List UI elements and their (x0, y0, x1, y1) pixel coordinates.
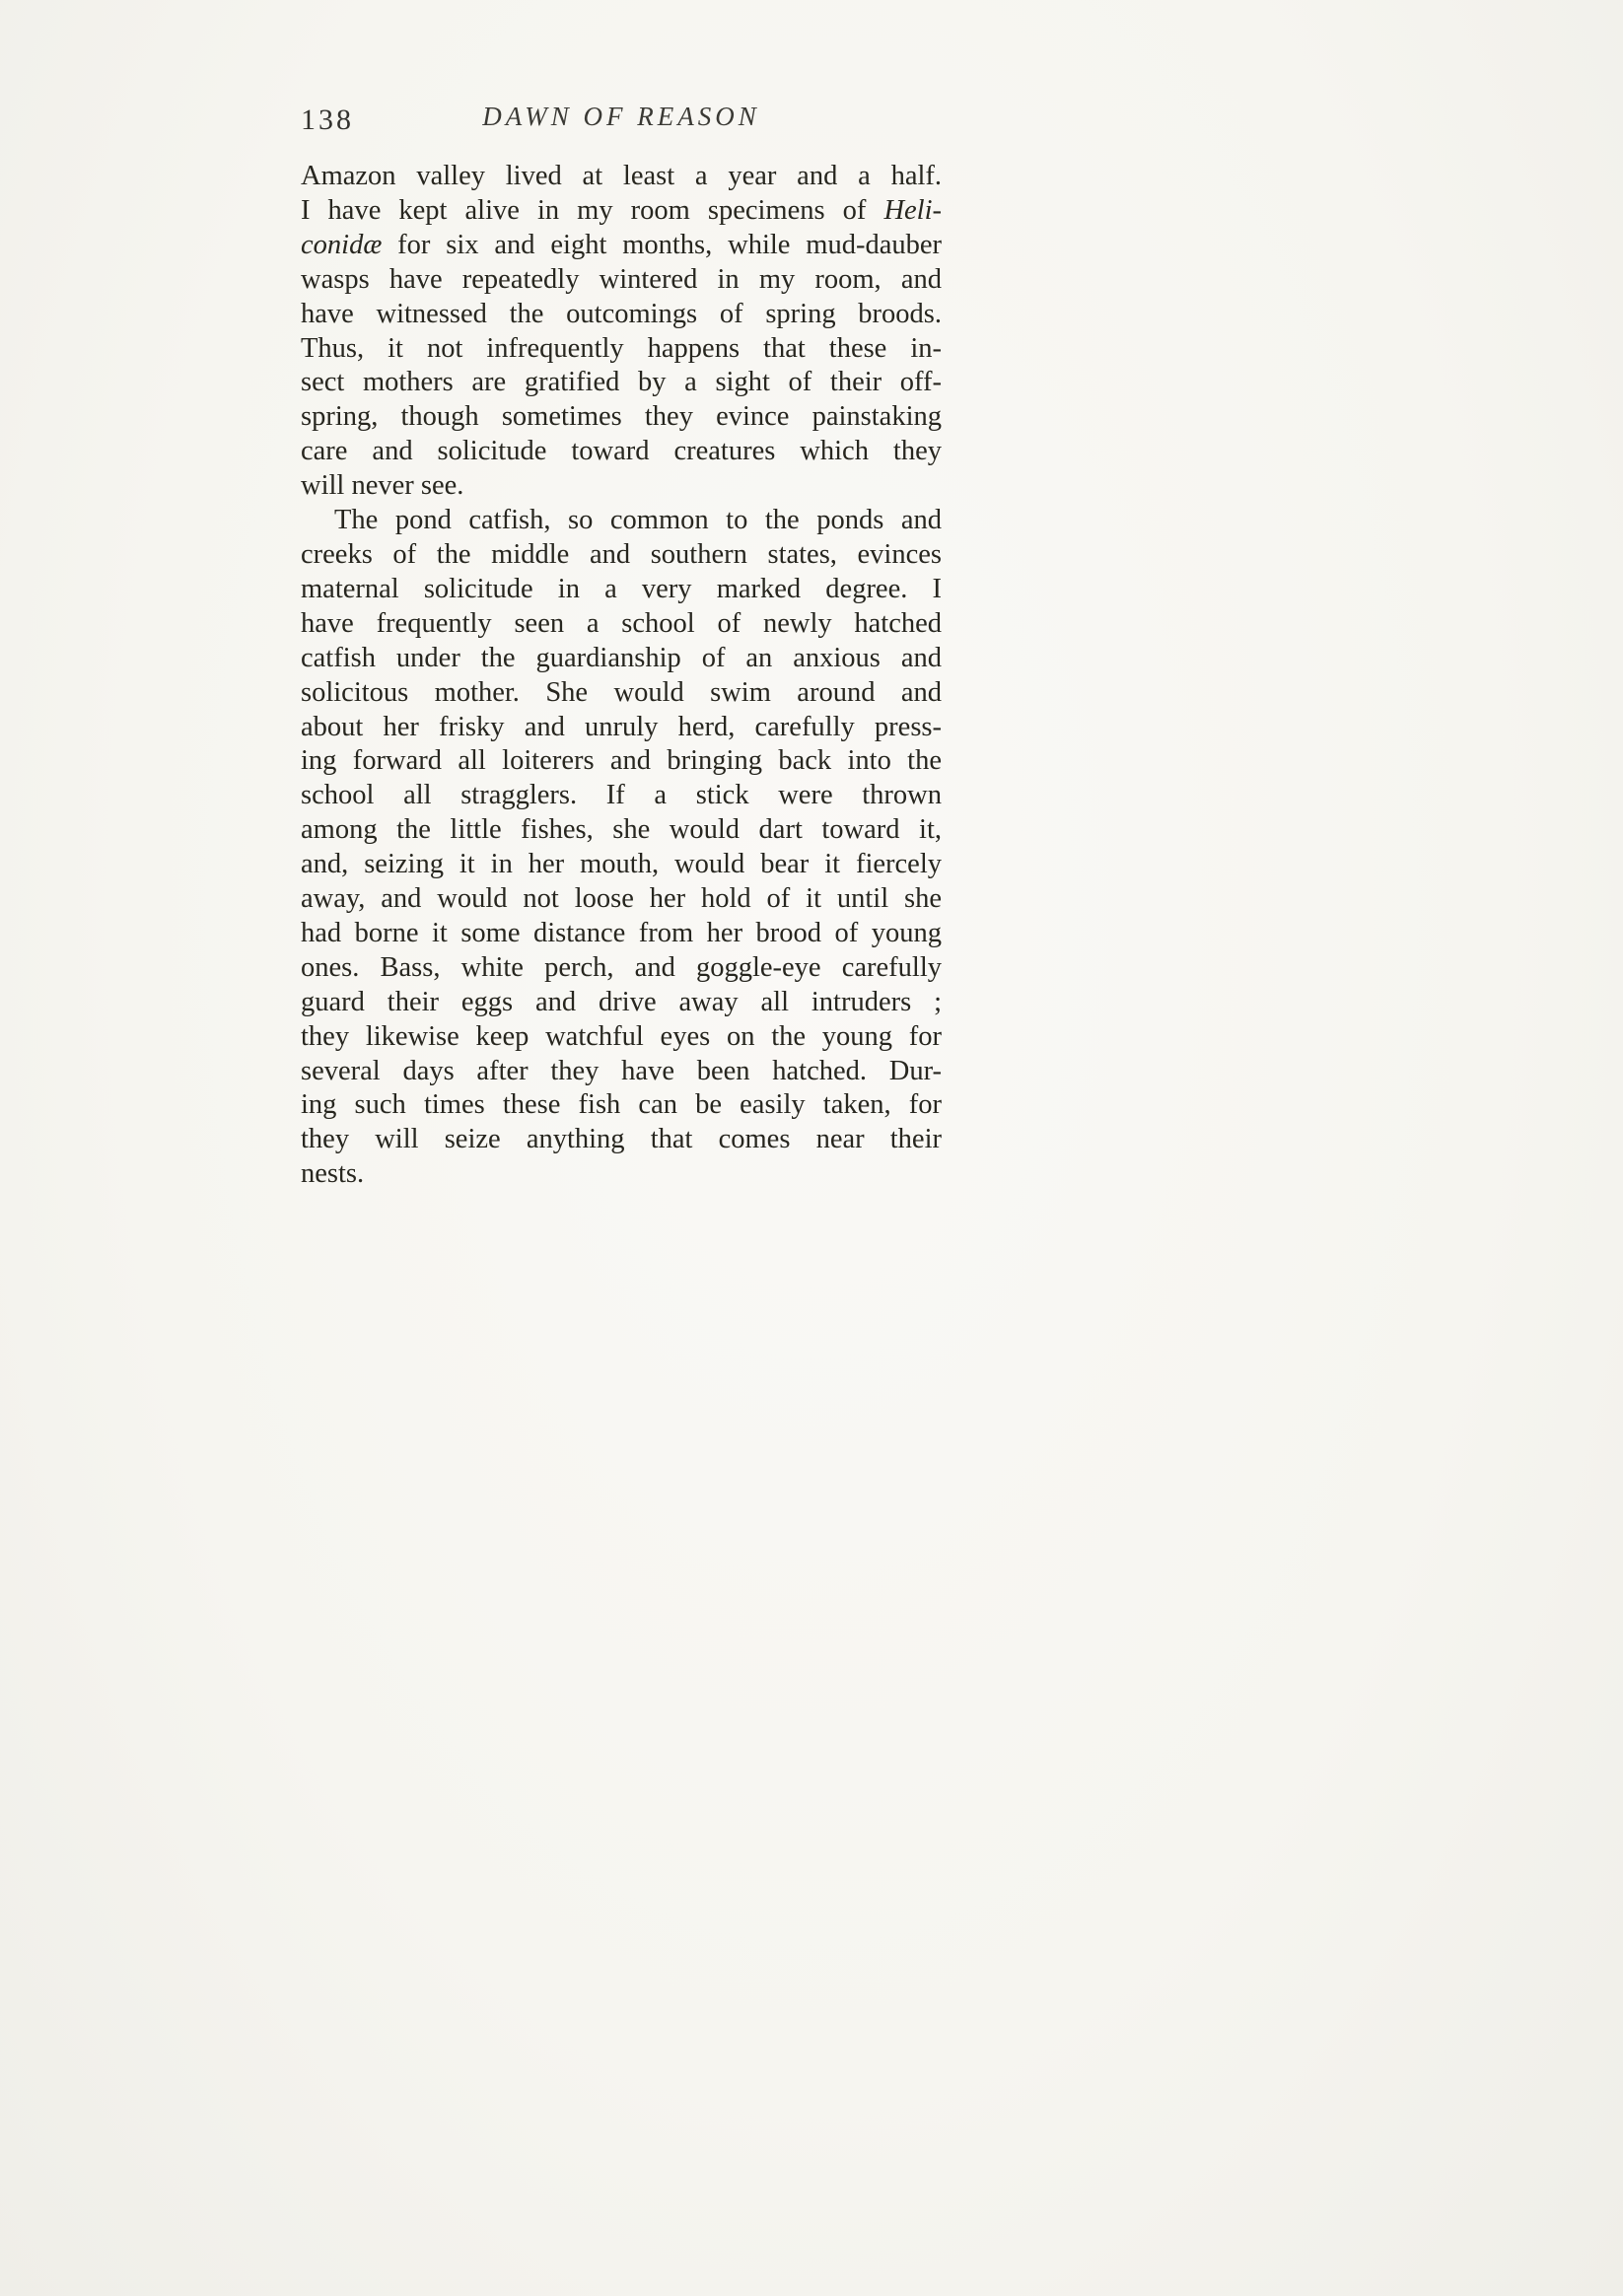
text-line: they will seize anything that comes near their (301, 1124, 942, 1155)
text-line: guard their eggs and drive away all intruders ; (301, 986, 942, 1017)
text-line: among the little fishes, she would dart toward it, (301, 814, 942, 846)
text-line: will never see. (301, 470, 464, 502)
text-line: school all stragglers. If a stick were thrown (301, 780, 942, 811)
page-number: 138 (301, 104, 354, 136)
text-line: sect mothers are gratified by a sight of their off- (301, 367, 942, 398)
text-line: wasps have repeatedly wintered in my room, and (301, 263, 942, 295)
running-header (301, 102, 942, 141)
body-text (301, 160, 942, 1192)
text-line: nests. (301, 1158, 365, 1190)
text-line: ing forward all loiterers and bringing back into the (301, 745, 942, 777)
text-line: Amazon valley lived at least a year and a half. (301, 161, 942, 191)
text-line: spring, though sometimes they evince painstaking (301, 401, 942, 433)
text-line: maternal solicitude in a very marked degree. I (301, 573, 942, 604)
text-line: away, and would not loose her hold of it until she (301, 883, 942, 915)
text-line: had borne it some distance from her brood of young (301, 917, 942, 948)
text-line: Thus, it not infrequently happens that these in- (301, 332, 942, 364)
text-line: solicitous mother. She would swim around and (301, 676, 942, 708)
text-line: ing such times these fish can be easily taken, for (301, 1089, 942, 1121)
text-line: have frequently seen a school of newly hatched (301, 607, 942, 639)
text-line: ones. Bass, white perch, and goggle-eye carefully (301, 951, 942, 983)
text-line: I have kept alive in my room specimens of Heli- (301, 194, 942, 226)
text-line: catfish under the guardianship of an anxious and (301, 642, 942, 673)
text-line: they likewise keep watchful eyes on the young for (301, 1020, 942, 1052)
text-line: care and solicitude toward creatures which they (301, 436, 942, 467)
text-line: have witnessed the outcomings of spring broods. (301, 298, 942, 329)
running-title: DAWN OF REASON (482, 102, 760, 131)
text-line: conidæ for six and eight months, while mud-dauber (301, 229, 942, 260)
text-line: and, seizing it in her mouth, would bear it fiercely (301, 849, 942, 880)
text-line: creeks of the middle and southern states, evinces (301, 538, 942, 570)
text-line: The pond catfish, so common to the ponds and (334, 505, 942, 536)
text-line: several days after they have been hatched. Dur- (301, 1055, 942, 1086)
text-line: about her frisky and unruly herd, carefully press- (301, 711, 942, 742)
